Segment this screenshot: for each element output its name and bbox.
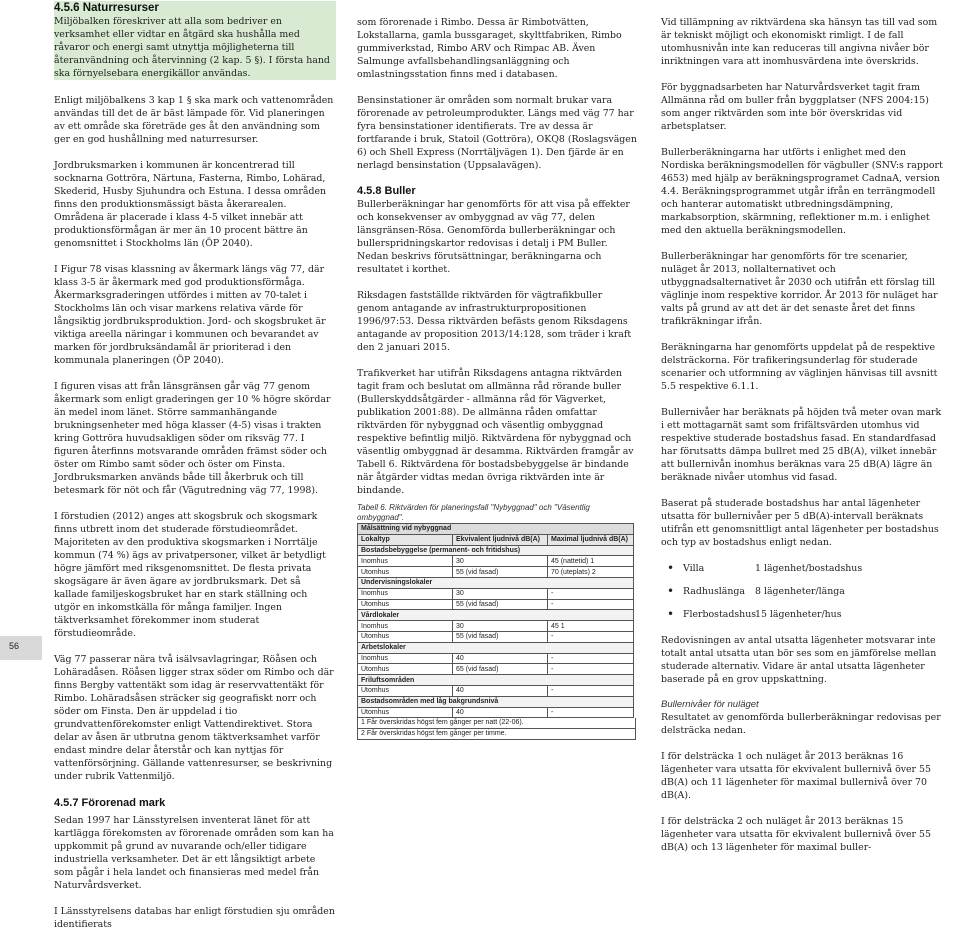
table-row <box>358 653 634 664</box>
table-cell: 55 (vid fasad) <box>453 567 548 578</box>
table-cell: Utomhus <box>358 567 453 578</box>
paragraph: Enligt miljöbalkens 3 kap 1 § ska mark och vattenområden användas till det de är bäst lämpade för. Vid planeringen av ett område ska företräde ges åt den användning som ger en god hushållning med naturresurser. <box>54 95 334 145</box>
table-row <box>358 621 634 632</box>
table-cell: 30 <box>453 621 548 632</box>
paragraph: Väg 77 passerar nära två isälvsavlagringar, Röåsen och Lohäradåsen. Röåsen ligger strax söder om Rimbo och där finns Bergby vattentäkt som idag är reservvattentäkt för Rimbo. Lohäradsåsen sträcker sig geografiskt norr och söder om Finsta. Den är uppdelad i tio grundvattenförekomster enligt Vattendirektivet. Stora delar av åsen är utbrutna genom täktverksamhet varför endast mindre delar återstår och kan nyttjas för vattenförsörjning. Gällande vattenresurser, se beskrivning under rubrik Vattenmiljö. <box>54 654 334 782</box>
table-caption: Tabell 6. Riktvärden för planeringsfall "Nybyggnad" och "Väsentlig ombyggnad". <box>357 503 590 522</box>
column-middle <box>357 0 637 740</box>
paragraph: Sedan 1997 har Länsstyrelsen inventerat länet för att kartlägga förekomsten av förorenade områden som kan ha uppkommit på grund av nuvarande och/eller tidigare industriella verksamheter. Det är ett långsiktigt arbete som pågår i hela landet och finansieras med medel från Naturvårdsverket. <box>54 815 334 891</box>
table-cell: 55 (vid fasad) <box>453 599 548 610</box>
table-row <box>358 707 634 718</box>
table-cell: - <box>548 685 634 696</box>
table-cell: Utomhus <box>358 664 453 675</box>
table-row <box>358 599 634 610</box>
table-header-cell: Lokaltyp <box>358 534 453 545</box>
table-row <box>358 664 634 675</box>
paragraph: I för delsträcka 2 och nuläget år 2013 beräknas 15 lägenheter vara utsatta för ekvivalent bullernivå över 55 dB(A) och 13 lägenheter för maximal buller- <box>661 816 931 853</box>
paragraph: I för delsträcka 1 och nuläget år 2013 beräknas 16 lägenheter vara utsatta för ekvivalent bullernivå över 55 dB(A) och 11 lägenheter för maximal bullernivå över 70 dB(A). <box>661 751 931 801</box>
paragraph: Bensinstationer är områden som normalt brukar vara förorenade av petroleumprodukter. Längs med väg 77 har fyra bensinstationer identifierats. Tre av dessa är fortfarande i bruk, Statoil (Gottröra), OKQ8 (Roslagsvägen 6) och Shell Express (Norrtäljvägen 1). Den fjärde är en nerlagd bensinstation (Uppsalavägen). <box>357 95 637 171</box>
table-section-label: Vårdlokaler <box>358 610 634 621</box>
table-row <box>358 588 634 599</box>
paragraph: I förstudien (2012) anges att skogsbruk och skogsmark finns utbrett inom det studerade förstudieområdet. Majoriteten av den produktiva skogsmarken i Norrtälje kommun (74 %) ägs av privatpersoner, vilket är betydligt högre jämfört med riksgenomsnittet. De flesta privata skogsägare är även ägare av jordbruksmark. Det så kallade familjeskogsbruket har en stark ställning och utgör en inkomstkälla för många familjer. Ingen täktverksamhet förekommer inom studerat förstudieområde. <box>54 511 326 639</box>
table-cell: Utomhus <box>358 631 453 642</box>
noise-guideline-table <box>357 523 634 718</box>
paragraph: Bullerberäkningarna har utförts i enlighet med den Nordiska beräkningsmodellen för vägbuller (SNV:s rapport 4653) med hjälp av beräkningsprogramet CadnaA, version 4.4. Beräkningsprogrammet utgår ifrån en terrängmodell och hanterar automatiskt utbredningsdämpning, markabsorption, skärmning, reflektioner m.m. i enlighet med den aktuella beräkningsmodellen. <box>661 147 943 236</box>
table-cell: - <box>548 631 634 642</box>
table-row <box>358 685 634 696</box>
page-number-tab <box>0 636 42 660</box>
table-cell: Utomhus <box>358 707 453 718</box>
table-cell: - <box>548 664 634 675</box>
table-section-row <box>358 545 634 556</box>
table-section-label: Arbetslokaler <box>358 642 634 653</box>
subheading: Bullernivåer för nuläget <box>661 699 759 710</box>
table-cell: 65 (vid fasad) <box>453 664 548 675</box>
paragraph: I Figur 78 visas klassning av åkermark längs väg 77, där klass 3-5 är åkermark med god produktionsförmåga. Åkermarksgraderingen utfördes i mitten av 70-talet i Stockholms län och visar markens relativa värde för långsiktig jordbruksproduktion. Jord- och skogsbruket är viktiga areella näringar i kommunen och bevarandet av marken för jordbruksändamål är prioriterad i den kommunala planeringen (ÖP 2040). <box>54 264 326 366</box>
table-row <box>358 631 634 642</box>
table-cell: 45 (nattetid) 1 <box>548 556 634 567</box>
paragraph: Vid tillämpning av riktvärdena ska hänsyn tas till vad som är tekniskt möjligt och ekonomiskt rimligt. I de fall utomhusnivån inte kan reduceras till angivna nivåer bör inriktningen vara att inomhusvärdena inte överskrids. <box>661 17 938 67</box>
table-cell: 40 <box>453 653 548 664</box>
table-section-label: Undervisningslokaler <box>358 577 634 588</box>
paragraph: Beräkningarna har genomförts uppdelat på de respektive delsträckorna. För trafikeringsunderlag för studerade scenarier och utformning av väglinjen hänvisas till avsnitt 5.5 respektive 6.1.1. <box>661 342 938 392</box>
table-cell: Utomhus <box>358 685 453 696</box>
paragraph: Bullerberäkningar har genomförts för tre scenarier, nuläget år 2013, nollalternativet och utbyggnadsalternativet år 2030 och utifrån ett förslag till väglinje inom respektive korridor. År 2013 för nuläget har valts på grund av att det är det senaste året det finns trafikräkningar ifrån. <box>661 251 938 327</box>
paragraph: Trafikverket har utifrån Riksdagens antagna riktvärden tagit fram och beslutat om allmänna råd rörande buller (Bullerskyddsåtgärder - allmänna råd för Vägverket, publikation 2001:88). De allmänna råden omfattar riktvärden för nybyggnad och väsentlig ombyggnad respektive befintlig miljö. Riktvärdena för nybyggnad och väsentlig ombyggnad är desamma. Riktvärden framgår av Tabell 6. Riktvärdena för bostadsbebyggelse är bindande när åtgärder vidtas medan övriga riktvärden inte är bindande. <box>357 368 634 496</box>
paragraph: Bullerberäkningar har genomförts för att visa på effekter och konsekvenser av ombyggnad av väg 77, delen länsgränsen-Rösa. Genomförda bullerberäkningar och bullerspridningskartor redovisas i detalj i PM Buller. Nedan beskrivs förutsättningar, beräkningarna och resultatet i korthet. <box>357 199 630 275</box>
table-cell: - <box>548 653 634 664</box>
table-section-label: Friluftsområden <box>358 675 634 686</box>
column-right <box>661 0 945 854</box>
table-header-row <box>358 534 634 545</box>
paragraph: Baserat på studerade bostadshus har antal lägenheter utsatta för bullernivåer per 5 dB(A)-intervall beräknats utifrån ett genomsnittligt antal lägenheter per bostadshus och typ av bostadshus enligt nedan. <box>661 498 939 548</box>
table-section-row <box>358 577 634 588</box>
table-cell: Inomhus <box>358 556 453 567</box>
table-cell: Inomhus <box>358 653 453 664</box>
table-header-cell: Maximal ljudnivå dB(A) <box>548 534 634 545</box>
paragraph: Bullernivåer har beräknats på höjden två meter ovan mark i ett mottagarnät samt som frifältsvärden utomhus vid respektive studerade bostadshus fasad. En standardfasad har förutsatts dämpa bullret med 25 dB(A), vilket innebär att bullernivån inomhus beräknas vara 25 dB(A) lägre än beräknade nivåer utomhus vid fasad. <box>661 407 942 483</box>
paragraph: Jordbruksmarken i kommunen är koncentrerad till socknarna Gottröra, Närtuna, Fasterna, Rimbo, Lohärad, Skederid, Husby Sjuhundra och Estuna. I dessa områden finns den produktionsmässigt bästa åkerarealen. Områdena är placerade i klass 4-5 vilket innebär att produktionsförmågan är mer än 10 procent bättre än genomsnittet i Stockholms län (ÖP 2040). <box>54 160 327 249</box>
table-section-label: Bostadsområden med låg bakgrundsnivå <box>358 696 634 707</box>
column-left <box>54 0 336 931</box>
paragraph: Miljöbalken föreskriver att alla som bedriver en verksamhet eller vidtar en åtgärd ska hushålla med råvaror och energi samt utnyttja möjligheterna till återanvändning och återvinning (2 kap. 5 §). I första hand ska förnyelsebara energikällor användas. <box>54 16 330 79</box>
table-cell: 40 <box>453 685 548 696</box>
table-cell: Inomhus <box>358 588 453 599</box>
paragraph: I Länsstyrelsens databas har enligt förstudien sju områden identifierats <box>54 906 335 930</box>
table-section-row <box>358 675 634 686</box>
table-cell: 30 <box>453 588 548 599</box>
table-footnote: 2 Får överskridas högst fem gånger per timme. <box>357 729 636 740</box>
page-number: 56 <box>9 641 20 651</box>
table-section-label: Bostadsbebyggelse (permanent- och fritidshus) <box>358 545 634 556</box>
highlighted-block <box>54 1 336 80</box>
table-cell: 70 (uteplats) 2 <box>548 567 634 578</box>
table-row <box>358 567 634 578</box>
table-section-row <box>358 696 634 707</box>
paragraph: Redovisningen av antal utsatta lägenheter motsvarar inte totalt antal utsatta utan bör ses som en jämförelse mellan studerade alternativ. Vidare är antal utsatta lägenheter baserade på en grov uppskattning. <box>661 635 937 685</box>
paragraph: som förorenade i Rimbo. Dessa är Rimbotvätten, Lokstallarna, gamla bussgaraget, skylttfabriken, Rimbo gummiverkstad, Rimbo ARV och Rimpac AB. Även Salmunge avfallsbehandlingsanläggning och omlastningsstation finns med i databasen. <box>357 17 622 80</box>
section-heading-fororenad-mark: 4.5.7 Förorenad mark <box>54 797 166 809</box>
list-item: • Villa 1 lägenhet/bostadshus <box>661 557 945 580</box>
paragraph: I figuren visas att från länsgränsen går väg 77 genom åkermark som enligt graderingen ger 10 % högre skördar än medel inom länet. Större sammanhängande brukningsenheter med höga klasser (4-5) visas i trakten kring Gottröra huvudsakligen söder om riksväg 77. I figuren återfinns motsvarande områden främst söder och öster om Rimbo samt söder och öster om Finsta. Jordbruksmarken används både till åkerbruk och till betesmark för nöt och får (Vägutredning väg 77, 1998). <box>54 381 331 496</box>
paragraph: För byggnadsarbeten har Naturvårdsverket tagit fram Allmänna råd om buller från byggplatser (NFS 2004:15) som anger riktvärden som inte bör överskridas vid arbetsplatser. <box>661 82 929 132</box>
table-section-row <box>358 642 634 653</box>
paragraph: Resultatet av genomförda bullerberäkningar redovisas per delsträcka nedan. <box>661 712 941 736</box>
table-cell: 55 (vid fasad) <box>453 631 548 642</box>
section-heading-naturresurser: 4.5.6 Naturresurser <box>54 2 159 14</box>
table-cell: 30 <box>453 556 548 567</box>
table-cell: - <box>548 599 634 610</box>
table-row <box>358 556 634 567</box>
paragraph: Riksdagen fastställde riktvärden för vägtrafikbuller genom antagande av infrastrukturpropositionen 1996/97:53. Dessa riktvärden befästs genom Riksdagens antagande av proposition 2013/14:128, som träder i kraft den 2 januari 2015. <box>357 290 632 353</box>
dwelling-types-list <box>661 557 945 626</box>
table-footnote: 1 Får överskridas högst fem gånger per natt (22-06). <box>357 718 636 729</box>
table-cell: Inomhus <box>358 621 453 632</box>
table-cell: - <box>548 588 634 599</box>
table-cell: - <box>548 707 634 718</box>
section-heading-buller: 4.5.8 Buller <box>357 185 416 197</box>
table-cell: Utomhus <box>358 599 453 610</box>
table-title-row <box>358 524 634 535</box>
table-title: Målsättning vid nybyggnad <box>358 524 634 535</box>
table-cell: 40 <box>453 707 548 718</box>
list-item: • Radhuslänga 8 lägenheter/länga <box>661 580 945 603</box>
table-header-cell: Ekvivalent ljudnivå dB(A) <box>453 534 548 545</box>
list-item: • Flerbostadshus15 lägenheter/hus <box>661 603 945 626</box>
table-section-row <box>358 610 634 621</box>
table-cell: 45 1 <box>548 621 634 632</box>
